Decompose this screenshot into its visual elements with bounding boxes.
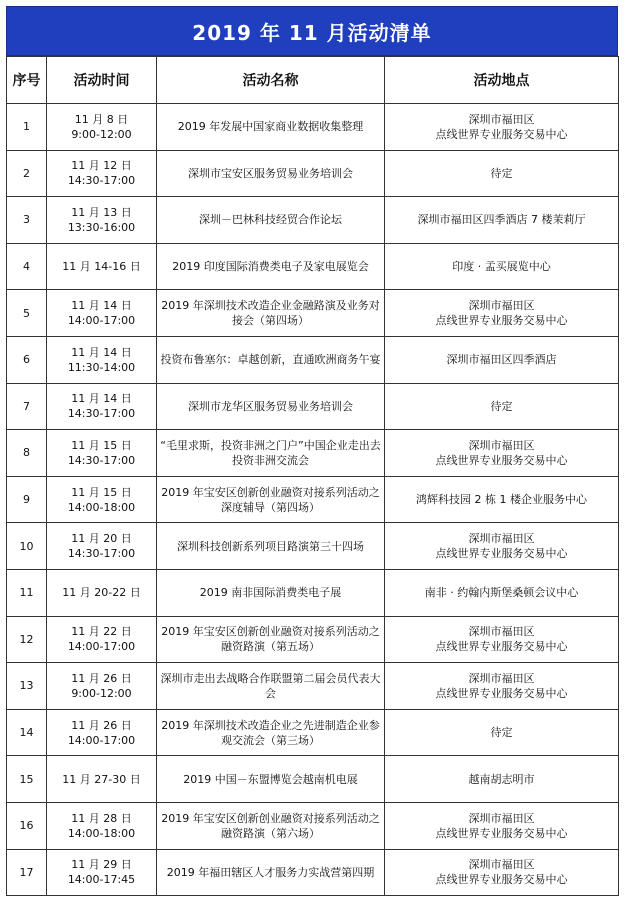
row-time-cell	[47, 523, 157, 570]
row-index: 4	[7, 243, 47, 290]
row-time-cell	[47, 849, 157, 896]
row-name-text: 2019 中国－东盟博览会越南机电展	[183, 772, 358, 786]
row-index: 15	[7, 756, 47, 803]
row-place-line: 深圳市福田区四季酒店	[446, 353, 557, 367]
row-place-cell	[385, 709, 619, 756]
row-place-cell	[385, 243, 619, 290]
table-row	[7, 197, 619, 244]
row-activity-name	[157, 756, 385, 803]
row-index: 14	[7, 709, 47, 756]
row-index: 6	[7, 336, 47, 383]
row-name-text: 深圳市宝安区服务贸易业务培训会	[188, 166, 353, 180]
row-time: 9:00-12:00	[71, 686, 132, 700]
row-date: 11 月 12 日	[71, 159, 132, 173]
row-activity-name	[157, 802, 385, 849]
row-date: 11 月 13 日	[71, 205, 132, 219]
row-place-cell	[385, 523, 619, 570]
activity-table	[6, 56, 619, 896]
row-place-line: 深圳市福田区	[468, 112, 535, 126]
row-place-cell	[385, 663, 619, 710]
row-place-cell	[385, 802, 619, 849]
row-time: 14:00-17:00	[67, 640, 136, 654]
row-activity-name	[157, 849, 385, 896]
row-activity-name	[157, 243, 385, 290]
row-date: 11 月 29 日	[71, 858, 132, 872]
row-activity-name	[157, 663, 385, 710]
row-time-cell	[47, 756, 157, 803]
row-date: 11 月 27-30 日	[62, 772, 141, 786]
row-index: 17	[7, 849, 47, 896]
row-place-line: 点线世界专业服务交易中心	[435, 314, 568, 328]
row-activity-name	[157, 197, 385, 244]
table-row	[7, 849, 619, 896]
row-place-cell	[385, 476, 619, 523]
row-place-line: 深圳市福田区	[468, 671, 535, 685]
row-place-line: 深圳市福田区	[468, 532, 535, 546]
table-row	[7, 430, 619, 477]
row-place-line: 点线世界专业服务交易中心	[435, 873, 568, 887]
row-place-line: 待定	[490, 399, 513, 413]
row-date: 11 月 15 日	[71, 438, 132, 452]
row-date: 11 月 14-16 日	[62, 260, 141, 274]
row-place-line: 点线世界专业服务交易中心	[435, 547, 568, 561]
table-row	[7, 709, 619, 756]
row-index: 1	[7, 104, 47, 151]
row-date: 11 月 26 日	[71, 718, 132, 732]
row-time-cell	[47, 104, 157, 151]
row-date: 11 月 20 日	[71, 532, 132, 546]
row-time-cell	[47, 709, 157, 756]
row-name-text: 2019 南非国际消费类电子展	[199, 586, 342, 600]
row-time-cell	[47, 476, 157, 523]
activity-sheet	[6, 6, 618, 896]
row-time: 14:30-17:00	[67, 174, 136, 188]
row-time: 14:00-17:00	[67, 733, 136, 747]
row-name-text: 2019 印度国际消费类电子及家电展览会	[172, 260, 369, 274]
table-body	[7, 104, 619, 896]
table-row	[7, 336, 619, 383]
row-place-cell	[385, 336, 619, 383]
row-name-text: 2019 年宝安区创新创业融资对接系列活动之融资路演（第六场）	[161, 811, 380, 840]
table-row	[7, 569, 619, 616]
row-activity-name	[157, 709, 385, 756]
row-place-line: 点线世界专业服务交易中心	[435, 826, 568, 840]
row-place-line: 深圳市福田区	[468, 625, 535, 639]
row-place-cell	[385, 197, 619, 244]
header-place: 活动地点	[385, 57, 619, 104]
table-row	[7, 104, 619, 151]
row-time: 14:00-18:00	[67, 826, 136, 840]
row-place-cell	[385, 290, 619, 337]
row-place-cell	[385, 849, 619, 896]
row-place-cell	[385, 104, 619, 151]
row-time-cell	[47, 802, 157, 849]
row-time: 9:00-12:00	[71, 127, 132, 141]
row-place-line: 深圳市福田区	[468, 811, 535, 825]
row-name-text: 深圳市龙华区服务贸易业务培训会	[188, 399, 353, 413]
row-time-cell	[47, 383, 157, 430]
row-activity-name	[157, 383, 385, 430]
row-date: 11 月 15 日	[71, 485, 132, 499]
row-time-cell	[47, 336, 157, 383]
row-place-cell	[385, 150, 619, 197]
row-place-line: 点线世界专业服务交易中心	[435, 453, 568, 467]
row-time-cell	[47, 430, 157, 477]
row-activity-name	[157, 104, 385, 151]
row-index: 16	[7, 802, 47, 849]
row-time-cell	[47, 569, 157, 616]
row-name-text: 2019 年深圳技术改造企业之先进制造企业参观交流会（第三场）	[161, 718, 380, 747]
row-place-line: 待定	[490, 166, 513, 180]
row-time: 14:00-17:00	[67, 314, 136, 328]
row-name-text: 深圳－巴林科技经贸合作论坛	[199, 213, 342, 227]
row-place-cell	[385, 430, 619, 477]
row-time: 14:00-18:00	[67, 500, 136, 514]
header-index: 序号	[7, 57, 47, 104]
row-time-cell	[47, 616, 157, 663]
row-name-text: 投资布鲁塞尔：卓越创新，直通欧洲商务午宴	[160, 353, 381, 367]
row-index: 12	[7, 616, 47, 663]
row-name-text: “毛里求斯，投资非洲之门户”中国企业走出去投资非洲交流会	[160, 438, 381, 467]
row-time: 14:00-17:45	[67, 873, 136, 887]
table-header-row	[7, 57, 619, 104]
row-index: 5	[7, 290, 47, 337]
row-index: 10	[7, 523, 47, 570]
row-name-text: 深圳科技创新系列项目路演第三十四场	[177, 539, 364, 553]
row-name-text: 2019 年发展中国家商业数据收集整理	[177, 120, 364, 134]
row-date: 11 月 20-22 日	[62, 586, 141, 600]
row-place-line: 鸿辉科技园 2 栋 1 楼企业服务中心	[416, 493, 587, 507]
row-place-line: 越南胡志明市	[468, 772, 535, 786]
row-activity-name	[157, 523, 385, 570]
row-date: 11 月 22 日	[71, 625, 132, 639]
row-time-cell	[47, 197, 157, 244]
row-time: 14:30-17:00	[67, 407, 136, 421]
row-time-cell	[47, 150, 157, 197]
row-index: 3	[7, 197, 47, 244]
row-place-line: 深圳市福田区	[468, 438, 535, 452]
row-time-cell	[47, 663, 157, 710]
table-row	[7, 802, 619, 849]
row-name-text: 2019 年福田辖区人才服务力实战营第四期	[166, 865, 375, 879]
table-row	[7, 616, 619, 663]
header-name: 活动名称	[157, 57, 385, 104]
row-time: 14:30-17:00	[67, 453, 136, 467]
row-place-line: 点线世界专业服务交易中心	[435, 127, 568, 141]
row-time: 14:30-17:00	[67, 547, 136, 561]
row-place-cell	[385, 383, 619, 430]
row-time: 13:30-16:00	[67, 220, 136, 234]
row-date: 11 月 26 日	[71, 671, 132, 685]
row-index: 7	[7, 383, 47, 430]
row-place-cell	[385, 569, 619, 616]
row-name-text: 2019 年宝安区创新创业融资对接系列活动之融资路演（第五场）	[161, 625, 380, 654]
row-activity-name	[157, 476, 385, 523]
row-place-line: 深圳市福田区	[468, 299, 535, 313]
row-activity-name	[157, 616, 385, 663]
row-place-cell	[385, 616, 619, 663]
row-index: 8	[7, 430, 47, 477]
table-row	[7, 383, 619, 430]
row-index: 9	[7, 476, 47, 523]
table-row	[7, 243, 619, 290]
table-row	[7, 290, 619, 337]
row-place-line: 点线世界专业服务交易中心	[435, 640, 568, 654]
row-date: 11 月 8 日	[74, 112, 129, 126]
row-index: 11	[7, 569, 47, 616]
row-activity-name	[157, 569, 385, 616]
row-activity-name	[157, 336, 385, 383]
row-date: 11 月 28 日	[71, 811, 132, 825]
row-time-cell	[47, 243, 157, 290]
table-row	[7, 756, 619, 803]
row-date: 11 月 14 日	[71, 345, 132, 359]
table-row	[7, 523, 619, 570]
table-row	[7, 663, 619, 710]
row-index: 2	[7, 150, 47, 197]
row-index: 13	[7, 663, 47, 710]
row-date: 11 月 14 日	[71, 299, 132, 313]
row-activity-name	[157, 430, 385, 477]
row-place-line: 待定	[490, 726, 513, 740]
table-row	[7, 150, 619, 197]
row-place-line: 南非 · 约翰内斯堡桑顿会议中心	[424, 586, 579, 600]
row-place-line: 点线世界专业服务交易中心	[435, 686, 568, 700]
row-place-line: 印度 · 孟买展览中心	[452, 260, 551, 274]
row-name-text: 2019 年深圳技术改造企业金融路演及业务对接会（第四场）	[161, 299, 380, 328]
row-name-text: 2019 年宝安区创新创业融资对接系列活动之深度辅导（第四场）	[161, 485, 380, 514]
page-title: 2019 年 11 月活动清单	[6, 6, 618, 56]
row-place-line: 深圳市福田区四季酒店 7 楼茉莉厅	[417, 213, 586, 227]
row-name-text: 深圳市走出去战略合作联盟第二届会员代表大会	[160, 671, 381, 700]
row-place-cell	[385, 756, 619, 803]
header-time: 活动时间	[47, 57, 157, 104]
row-place-line: 深圳市福田区	[468, 858, 535, 872]
row-time: 11:30-14:00	[67, 360, 136, 374]
row-activity-name	[157, 150, 385, 197]
row-date: 11 月 14 日	[71, 392, 132, 406]
row-activity-name	[157, 290, 385, 337]
table-row	[7, 476, 619, 523]
row-time-cell	[47, 290, 157, 337]
